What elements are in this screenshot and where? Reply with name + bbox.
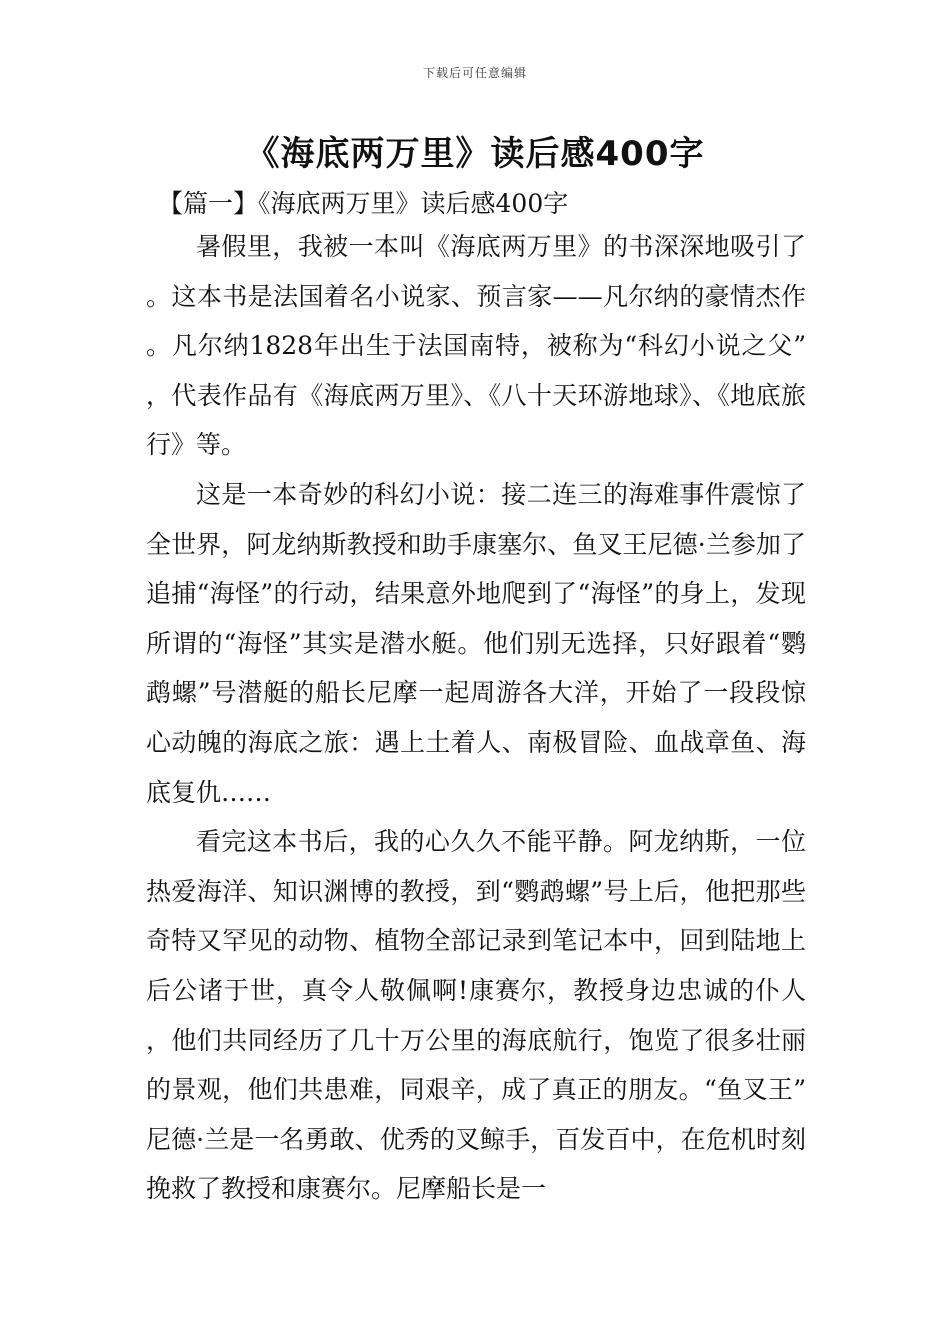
section-heading: 【篇一】《海底两万里》读后感400字 bbox=[158, 189, 569, 218]
document-title: 《海底两万里》读后感400字 bbox=[245, 134, 705, 174]
document-body bbox=[146, 222, 806, 1214]
header-note: 下载后可任意编辑 bbox=[422, 66, 527, 80]
paragraph: 看完这本书后，我的心久久不能平静。阿龙纳斯，一位热爱海洋、知识渊博的教授，到“鹦鹉螺”号上后，他把那些奇特又罕见的动物、植物全部记录到笔记本中，回到陆地上后公诸于世，真令人敬佩啊!康赛尔，教授身边忠诚的仆人，他们共同经历了几十万公里的海底航行，饱览了很多壮丽的景观，他们共患难，同艰辛，成了真正的朋友。“鱼叉王”尼德·兰是一名勇敢、优秀的叉鲸手，百发百中，在危机时刻挽救了教授和康赛尔。尼摩船长是一 bbox=[146, 827, 806, 1204]
paragraph: 这是一本奇妙的科幻小说：接二连三的海难事件震惊了全世界，阿龙纳斯教授和助手康塞尔、鱼叉王尼德·兰参加了追捕“海怪”的行动，结果意外地爬到了“海怪”的身上，发现所谓的“海怪”其实是潜水艇。他们别无选择，只好跟着“鹦鹉螺”号潜艇的船长尼摩一起周游各大洋，开始了一段段惊心动魄的海底之旅：遇上土着人、南极冒险、血战章鱼、海底复仇…… bbox=[146, 479, 806, 807]
paragraph: 暑假里，我被一本叫《海底两万里》的书深深地吸引了。这本书是法国着名小说家、预言家——凡尔纳的豪情杰作。凡尔纳1828年出生于法国南特，被称为“科幻小说之父”，代表作品有《海底两万里》、《八十天环游地球》、《地底旅行》等。 bbox=[146, 232, 806, 460]
